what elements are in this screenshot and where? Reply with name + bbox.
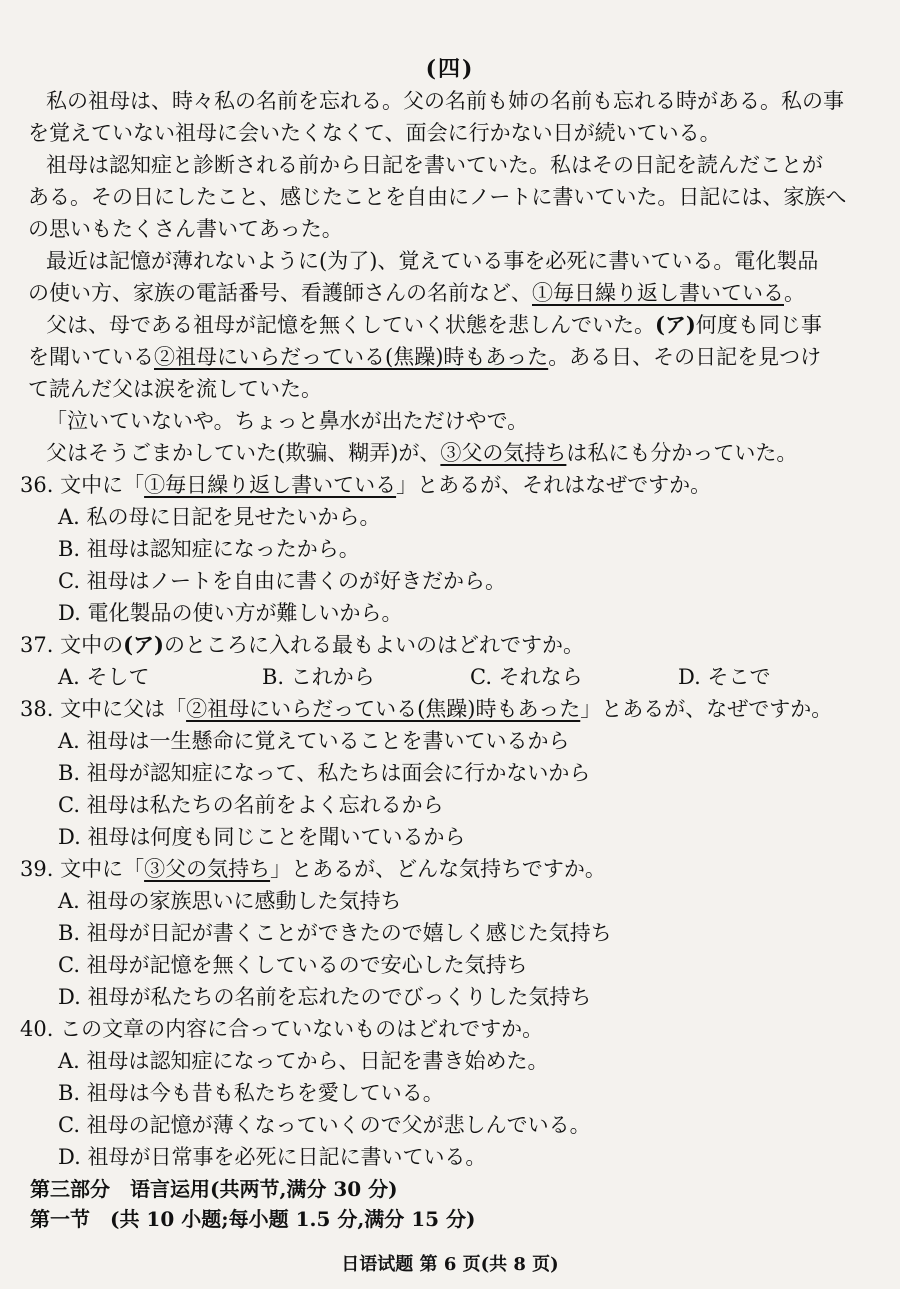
blank-marker-a: (ア) [655,312,696,337]
q37-option-a[interactable]: A. そして [58,665,150,689]
passage-line: 最近は記憶が薄れないように(为了)、覚えている事を必死に書いている。電化製品 [46,249,819,273]
passage-line: 祖母は認知症と診断される前から日記を書いていた。私はその日記を読んだことが [46,153,823,177]
q40-option-b[interactable]: B. 祖母は今も昔も私たちを愛している。 [58,1081,444,1105]
passage-text: 父は、母である祖母が記憶を無くしていく状態を悲しんでいた。 [46,313,655,337]
question-underlined: ③父の気持ち [144,857,271,881]
q39-option-b[interactable]: B. 祖母が日記が書くことができたので嬉しく感じた気持ち [58,921,612,945]
passage-line: ある。その日にしたこと、感じたことを自由にノートに書いていた。日記には、家族へ [28,185,847,209]
q38-option-a[interactable]: A. 祖母は一生懸命に覚えていることを書いているから [58,729,570,753]
question-40-stem: 40. この文章の内容に合っていないものはどれですか。 [20,1017,544,1041]
question-blank-marker: (ア) [123,632,164,657]
page-footer: 日语试题 第 6 页(共 8 页) [341,1254,559,1275]
question-underlined: ①毎日繰り返し書いている [144,473,397,497]
passage-line [46,310,822,340]
passage-line [46,438,797,468]
passage-text: の使い方、家族の電話番号、看護師さんの名前など、 [28,281,532,305]
question-text: 38. 文中に父は「 [20,697,187,721]
passage-text: 。ある日、その日記を見つけ [548,345,822,369]
passage-line: を覚えていない祖母に会いたくなくて、面会に行かない日が続いている。 [28,121,721,145]
passage-text: 。 [784,281,805,305]
question-text: 37. 文中の [20,633,124,657]
q39-option-d[interactable]: D. 祖母が私たちの名前を忘れたのでびっくりした気持ち [58,985,592,1009]
passage-line: 私の祖母は、時々私の名前を忘れる。父の名前も姉の名前も忘れる時がある。私の事 [46,89,844,113]
q38-option-d[interactable]: D. 祖母は何度も同じことを聞いているから [58,825,466,849]
passage-line: て読んだ父は涙を流していた。 [28,377,322,401]
q38-option-c[interactable]: C. 祖母は私たちの名前をよく忘れるから [58,793,444,817]
question-underlined: ②祖母にいらだっている(焦躁)時もあった [186,697,581,721]
q40-option-a[interactable]: A. 祖母は認知症になってから、日記を書き始めた。 [58,1049,549,1073]
underlined-phrase-2: ②祖母にいらだっている(焦躁)時もあった [154,345,549,369]
question-text: 」とあるが、どんな気持ちですか。 [270,857,606,881]
passage-text: 父はそうごまかしていた(欺骗、糊弄)が、 [46,441,441,465]
underlined-phrase-1: ①毎日繰り返し書いている [532,281,784,305]
question-38-stem [20,694,832,724]
part3-heading: 第三部分 语言运用(共两节,满分 30 分) [30,1177,398,1201]
passage-line: 「泣いていないや。ちょっと鼻水が出ただけやで。 [46,409,529,433]
passage-text: 何度も同じ事 [695,313,822,337]
question-37-stem [20,630,584,660]
q37-option-d[interactable]: D. そこで [678,665,771,689]
passage-line [28,342,821,372]
question-text: 」とあるが、なぜですか。 [580,697,833,721]
question-text: 39. 文中に「 [20,857,145,881]
q40-option-c[interactable]: C. 祖母の記憶が薄くなっていくので父が悲しんでいる。 [58,1113,591,1137]
q37-option-b[interactable]: B. これから [262,665,375,689]
section-title: (四) [425,56,475,82]
part3-section1: 第一节 (共 10 小题;每小题 1.5 分,满分 15 分) [30,1207,476,1231]
underlined-phrase-3: ③父の気持ち [440,441,567,465]
q36-option-a[interactable]: A. 私の母に日記を見せたいから。 [58,505,381,529]
q36-option-d[interactable]: D. 電化製品の使い方が難しいから。 [58,601,403,625]
q40-option-d[interactable]: D. 祖母が日常事を必死に日記に書いている。 [58,1145,487,1169]
passage-text: を聞いている [28,345,154,369]
q37-option-c[interactable]: C. それなら [470,665,583,689]
question-36-stem [20,470,711,500]
question-text: 」とあるが、それはなぜですか。 [396,473,712,497]
question-text: 36. 文中に「 [20,473,145,497]
question-text: のところに入れる最もよいのはどれですか。 [163,633,584,657]
q36-option-c[interactable]: C. 祖母はノートを自由に書くのが好きだから。 [58,569,507,593]
question-39-stem [20,854,606,884]
q39-option-a[interactable]: A. 祖母の家族思いに感動した気持ち [58,889,402,913]
q39-option-c[interactable]: C. 祖母が記憶を無くしているので安心した気持ち [58,953,528,977]
passage-text: は私にも分かっていた。 [566,441,798,465]
q36-option-b[interactable]: B. 祖母は認知症になったから。 [58,537,360,561]
q38-option-b[interactable]: B. 祖母が認知症になって、私たちは面会に行かないから [58,761,591,785]
passage-line [28,278,805,308]
passage-line: の思いもたくさん書いてあった。 [28,217,343,241]
